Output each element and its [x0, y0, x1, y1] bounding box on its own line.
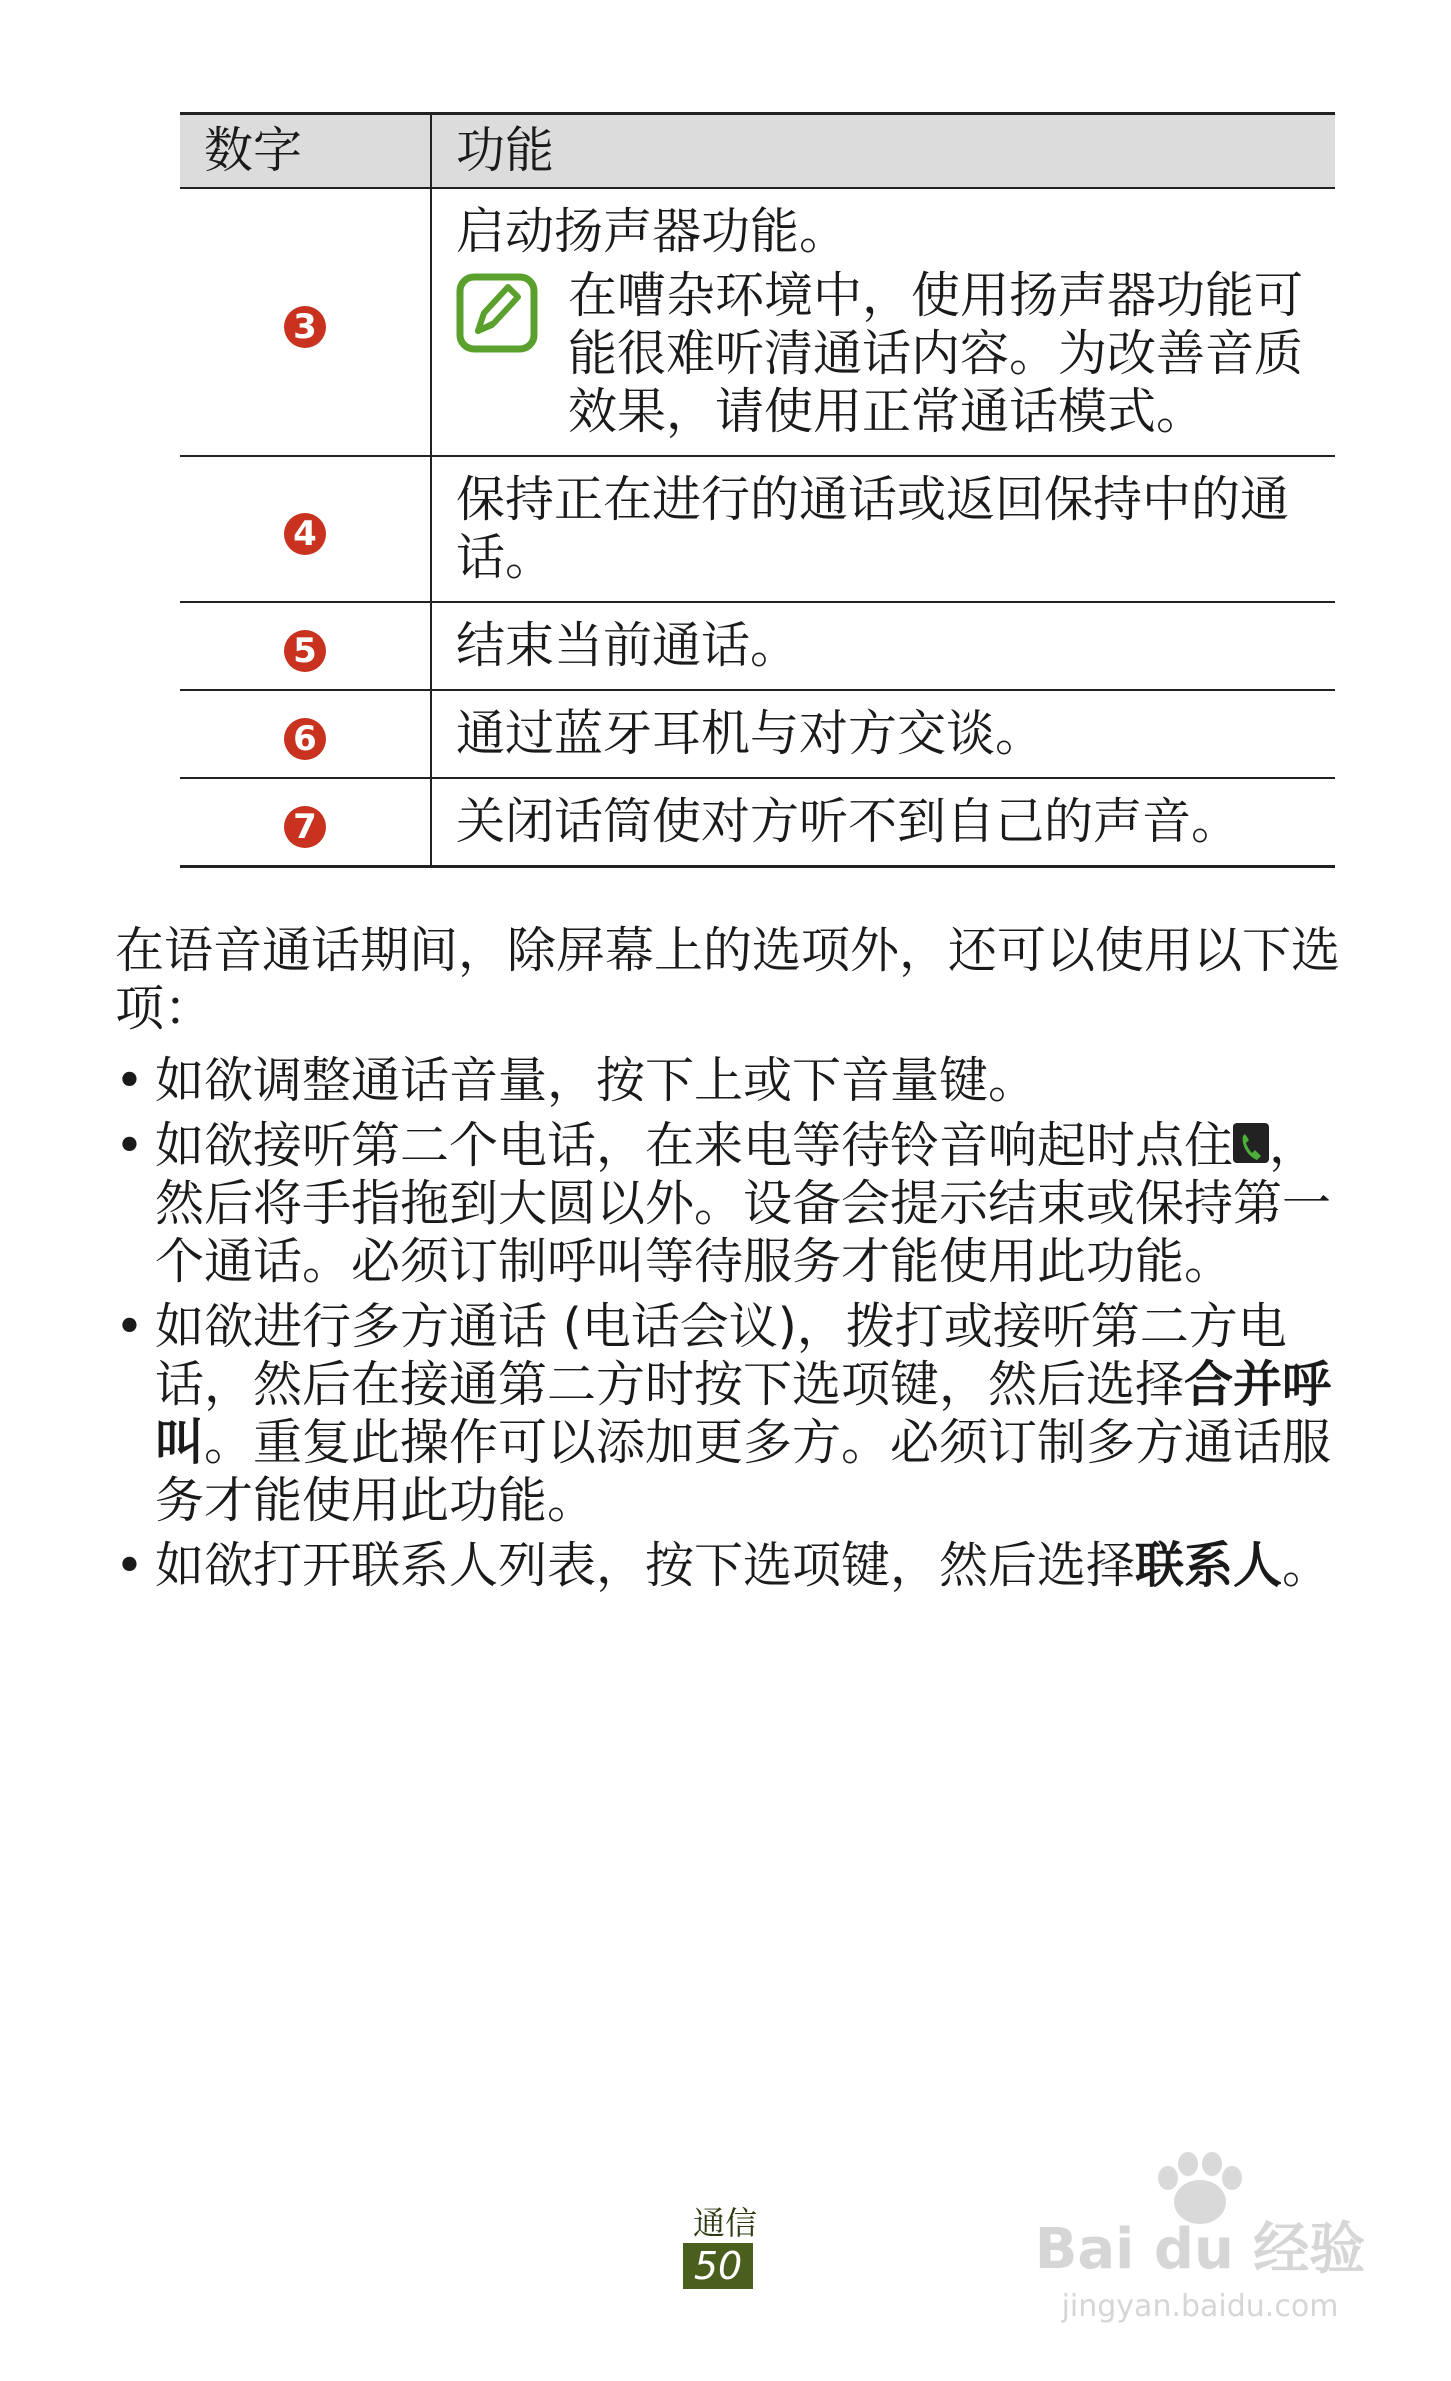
list-item: • 如欲打开联系人列表，按下选项键，然后选择联系人。 [115, 1537, 1332, 1594]
bullet-icon: • [115, 1298, 144, 1355]
row-text: 启动扬声器功能。 [456, 203, 849, 260]
table-row [180, 456, 1335, 602]
number-badge: 5 [284, 630, 326, 672]
list-item: • 如欲调整通话音量，按下上或下音量键。 [115, 1052, 1038, 1109]
contacts-label: 联系人 [1135, 1537, 1283, 1594]
page-number: 50 [683, 2243, 753, 2289]
table-row [180, 602, 1335, 690]
watermark-url: jingyan.baidu.com [1061, 2289, 1339, 2324]
list-item: • 如欲接听第二个电话，在来电等待铃音响起时点住 ，然后将手指拖到大圆以外。设备会提示结束或保持第一个通话。必须订制呼叫等待服务才能使用此功能。 [115, 1117, 1332, 1290]
bullet-icon: • [115, 1537, 144, 1594]
note-box [456, 267, 1315, 441]
number-badge: 4 [284, 513, 326, 555]
row-text: 保持正在进行的通话或返回保持中的通话。 [431, 456, 1335, 602]
table-row [180, 778, 1335, 867]
intro-paragraph: 在语音通话期间，除屏幕上的选项外，还可以使用以下选项： [115, 922, 1341, 1037]
number-badge: 7 [284, 806, 326, 848]
paw-icon [1158, 2152, 1242, 2224]
merge-call-label: 合并呼叫 [155, 1356, 1332, 1471]
number-badge: 6 [284, 718, 326, 760]
list-item: • 如欲进行多方通话 (电话会议)，拨打或接听第二方电话，然后在接通第二方时按下选项键，然后选择合并呼叫。重复此操作可以添加更多方。必须订制多方通话服务才能使用此功能。 [115, 1298, 1332, 1529]
table-header-row [180, 114, 1335, 189]
function-table [180, 112, 1335, 868]
header-number: 数字 [180, 114, 431, 189]
number-badge: 3 [284, 306, 326, 348]
baidu-watermark [1010, 2140, 1390, 2330]
pencil-note-icon [456, 273, 538, 353]
options-list [115, 1052, 1345, 1602]
table-row [180, 690, 1335, 778]
row-text: 通过蓝牙耳机与对方交谈。 [431, 690, 1335, 778]
phone-icon [1233, 1123, 1269, 1163]
bullet-icon: • [115, 1117, 144, 1174]
row-text: 结束当前通话。 [431, 602, 1335, 690]
header-function: 功能 [431, 114, 1335, 189]
watermark-brand: Bai du 经验 [1034, 2217, 1366, 2282]
bullet-icon: • [115, 1052, 144, 1109]
note-text: 在嘈杂环境中，使用扬声器功能可能很难听清通话内容。为改善音质效果，请使用正常通话模式。 [568, 267, 1304, 440]
table-row [180, 188, 1335, 456]
section-label: 通信 [692, 2204, 757, 2242]
row-text: 关闭话筒使对方听不到自己的声音。 [431, 778, 1335, 867]
